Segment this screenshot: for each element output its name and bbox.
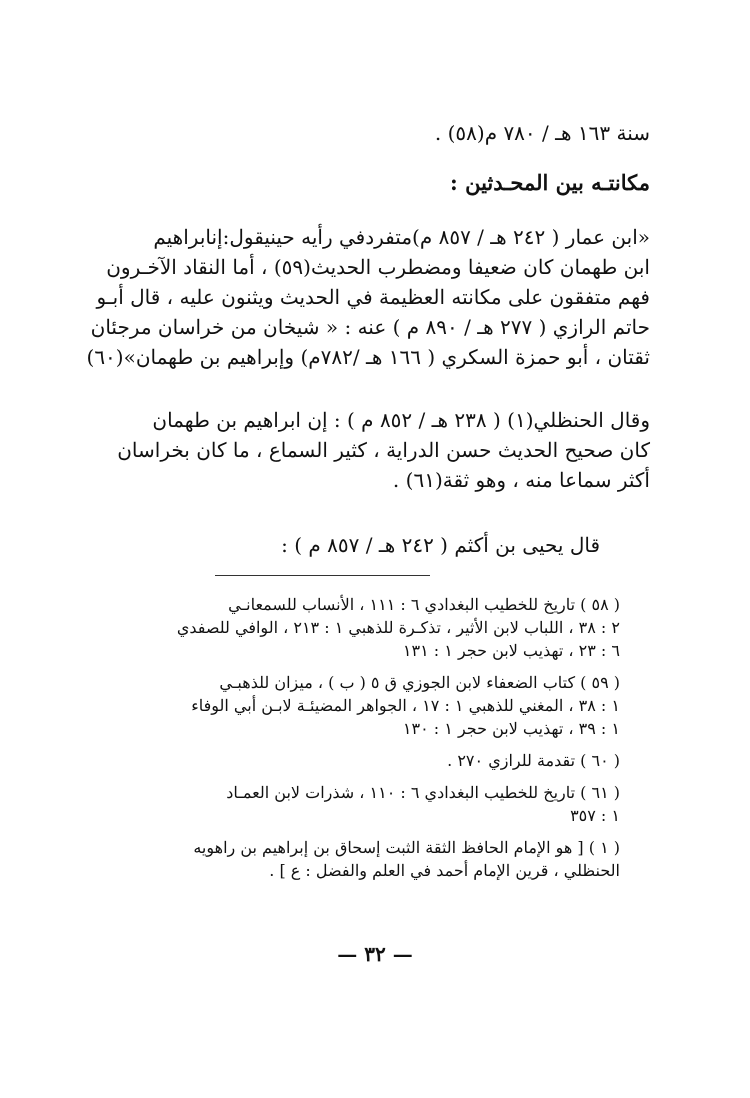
paragraph-2 <box>117 405 650 495</box>
page-number: — ٣٢ — <box>337 942 413 966</box>
footnote-line: ( ٦٠ ) تقدمة للرازي ٢٧٠ . <box>447 751 620 770</box>
footnote-line: الحنظلي ، قرين الإمام أحمد في العلم والفضل : ع ] . <box>269 861 620 880</box>
footnote-line: ( ٥٨ ) تاريخ للخطيب البغدادي ٦ : ١١١ ، الأنساب للسمعانـي <box>228 595 620 614</box>
footnote-58 <box>130 593 620 662</box>
text-line: حاتم الرازي ( ٢٧٧ هـ / ٨٩٠ م ) عنه : « شيخان من خراسان مرجئان <box>90 315 650 339</box>
footnotes <box>130 593 620 891</box>
footnote-59 <box>130 671 620 740</box>
text-line: وقال الحنظلي(١) ( ٢٣٨ هـ / ٨٥٢ م ) : إن ابراهيم بن طهمان <box>152 408 650 432</box>
footnote-separator <box>215 575 430 576</box>
paragraph-1 <box>86 222 650 372</box>
section-heading-block <box>130 168 650 198</box>
footnote-line: ( ١ ) [ هو الإمام الحافظ الثقة الثبت إسحاق بن إبراهيم بن راهويه <box>193 838 620 857</box>
footnote-line: ١ : ٣٩ ، تهذيب لابن حجر ١ : ١٣٠ <box>402 719 620 738</box>
footnote-60 <box>130 749 620 772</box>
section-heading: مكانتـه بين المحـدثين : <box>450 170 650 195</box>
top-line: سنة ١٦٣ هـ / ٧٨٠ م(٥٨) . <box>434 121 650 145</box>
text-line: كان صحيح الحديث حسن الدراية ، كثير السماع ، ما كان بخراسان <box>117 438 650 462</box>
paragraph-3 <box>130 530 600 560</box>
text-line: ابن طهمان كان ضعيفا ومضطرب الحديث(٥٩) ، أما النقاد الآخـرون <box>106 255 650 279</box>
footnote-line: ٢ : ٣٨ ، اللباب لابن الأثير ، تذكـرة للذهبي ١ : ٢١٣ ، الوافي للصفدي <box>176 618 620 637</box>
footnote-line: ٦ : ٢٣ ، تهذيب لابن حجر ١ : ١٣١ <box>402 641 620 660</box>
text-line: أكثر سماعا منه ، وهو ثقة(٦١) . <box>392 468 650 492</box>
footnote-line: ( ٦١ ) تاريخ للخطيب البغدادي ٦ : ١١٠ ، شذرات لابن العمـاد <box>226 783 620 802</box>
footnote-1 <box>130 836 620 882</box>
text-line: فهم متفقون على مكانته العظيمة في الحديث ويثنون عليه ، قال أبـو <box>96 285 650 309</box>
footnote-line: ١ : ٣٨ ، المغني للذهبي ١ : ١٧ ، الجواهر المضيئـة لابـن أبي الوفاء <box>191 696 620 715</box>
top-line-block <box>130 118 650 148</box>
footnote-61 <box>130 781 620 827</box>
footnote-line: ( ٥٩ ) كتاب الضعفاء لابن الجوزي ق ٥ ( ب ) ، ميزان للذهبـي <box>219 673 620 692</box>
text-line: «ابن عمار ( ٢٤٢ هـ / ٨٥٧ م)متفردفي رأيه حينيقول:إنابراهيم <box>153 225 650 249</box>
footnote-line: ١ : ٣٥٧ <box>570 806 620 825</box>
text-line: ثقتان ، أبو حمزة السكري ( ١٦٦ هـ /٧٨٢م) وإبراهيم بن طهمان»(٦٠) <box>86 345 650 369</box>
text-line: قال يحيى بن أكثم ( ٢٤٢ هـ / ٨٥٧ م ) : <box>281 533 600 557</box>
